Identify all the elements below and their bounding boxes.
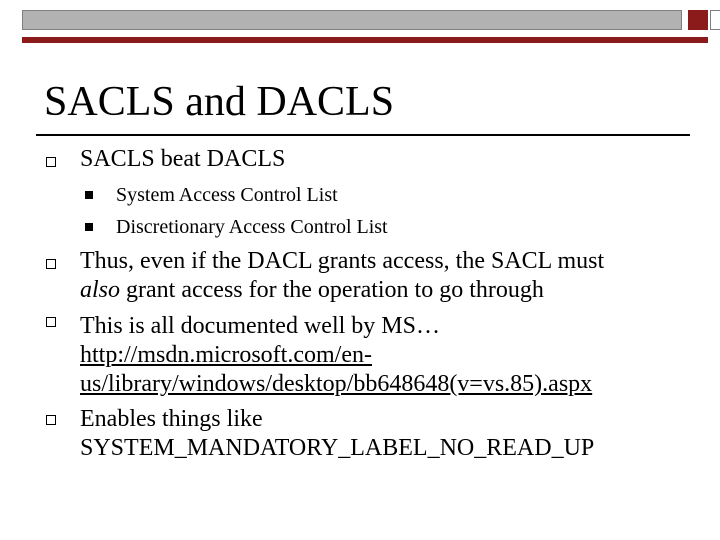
msdn-link-part2[interactable]: us/library/windows/desktop/bb648648(v=vs.85).aspx [80, 371, 593, 397]
sub-bullet-sacl: System Access Control List [116, 184, 338, 206]
bullet-marker [46, 259, 56, 269]
bullet-enables-line1: Enables things like [80, 406, 263, 432]
bullet-documented [80, 312, 700, 399]
slide-title: SACLS and DACLS [44, 79, 395, 125]
bullet-thus [80, 247, 700, 305]
bullet-thus-italic: also [80, 277, 121, 303]
msdn-link-part1[interactable]: http://msdn.microsoft.com/en- [80, 342, 372, 368]
sub-bullet-marker [85, 191, 93, 199]
sub-bullet-marker [85, 223, 93, 231]
bullet-marker [46, 317, 56, 327]
bullet-documented-text: This is all documented well by MS… [80, 313, 440, 339]
bullet-thus-suffix: grant access for the operation to go through [126, 277, 544, 303]
bullet-thus-prefix: Thus, even if the DACL grants access, the SACL must [80, 248, 605, 274]
bullet-marker [46, 157, 56, 167]
bullet-enables [80, 405, 700, 463]
bullet-marker [46, 415, 56, 425]
bullet-sacls-beat-dacls: SACLS beat DACLS [80, 146, 286, 172]
bullet-enables-line2: SYSTEM_MANDATORY_LABEL_NO_READ_UP [80, 435, 595, 461]
sub-bullet-dacl: Discretionary Access Control List [116, 216, 388, 238]
